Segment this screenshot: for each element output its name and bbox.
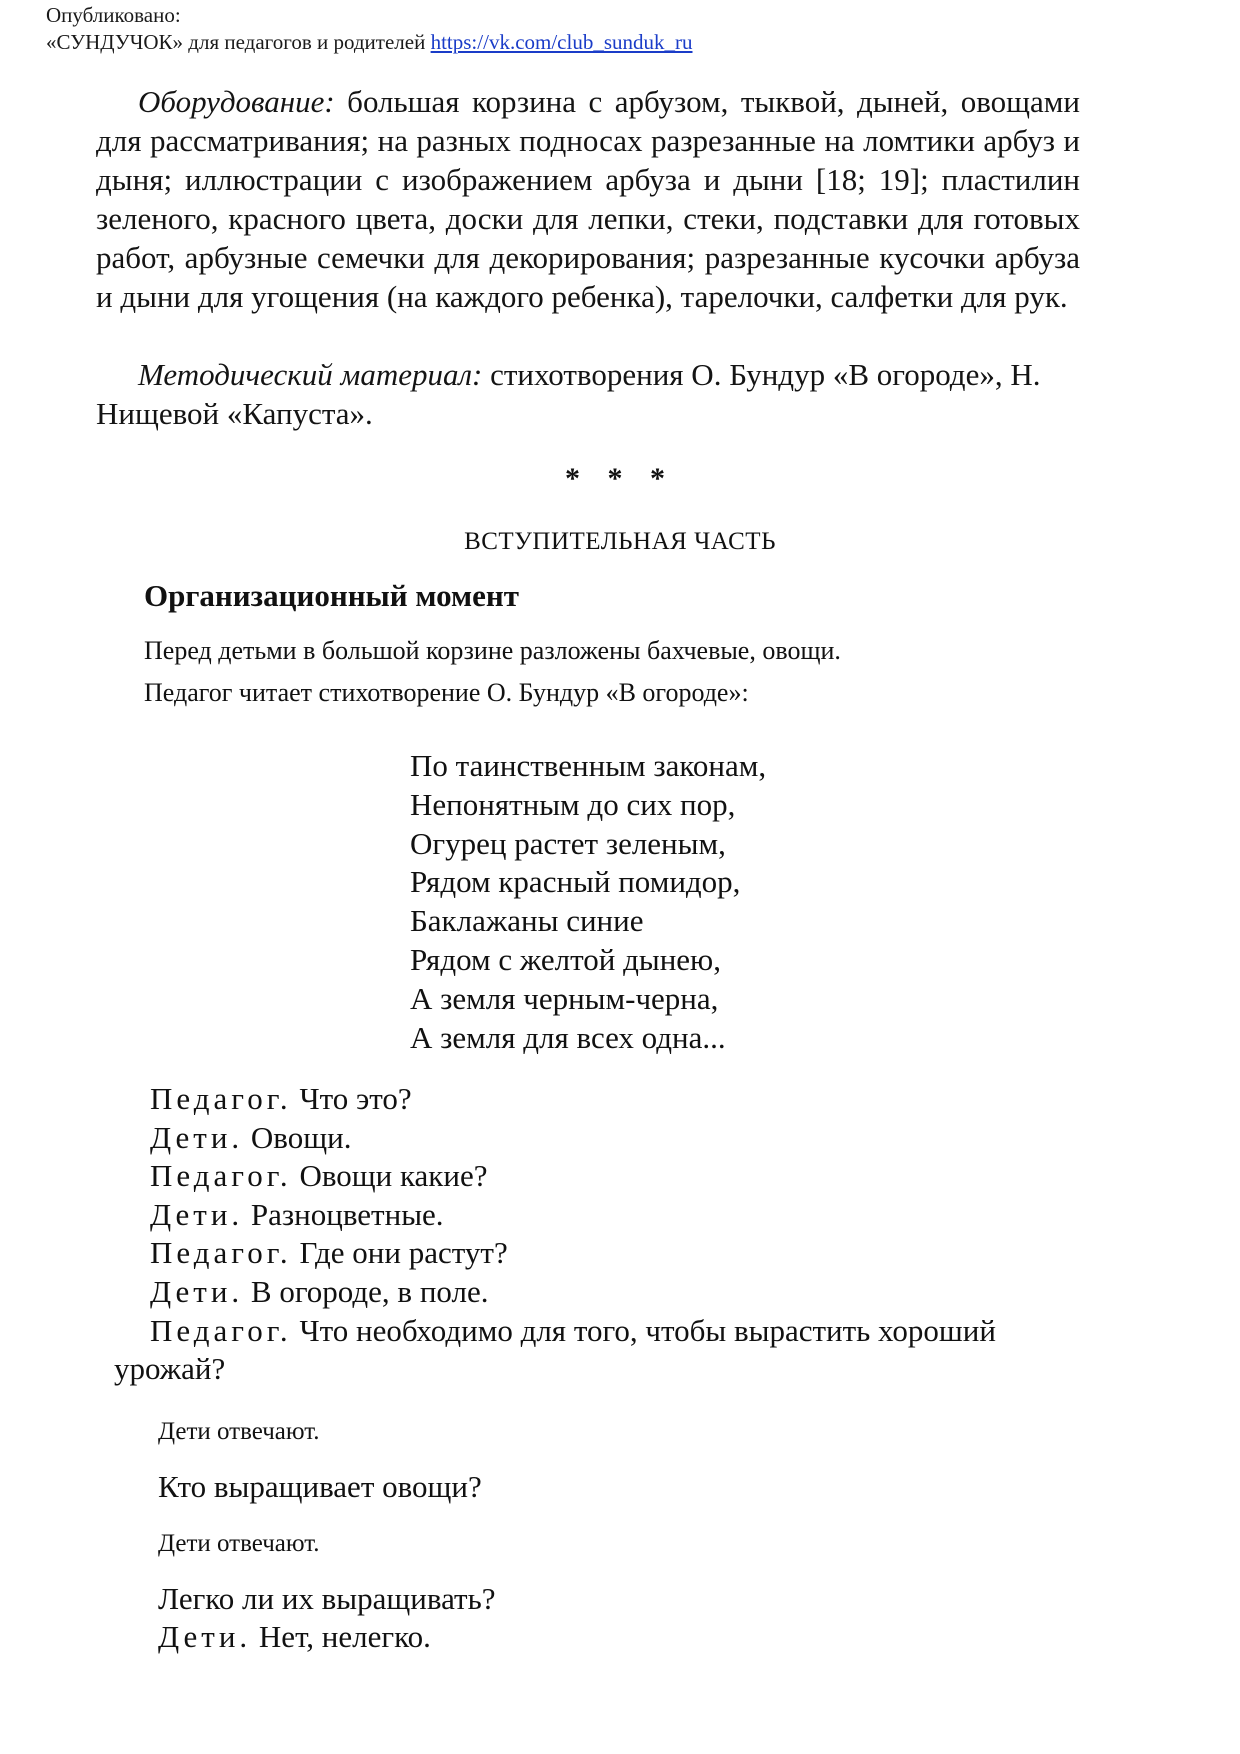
intro-line: Педагог читает стихотворение О. Бундур «В огороде»: [144,678,749,707]
equipment-paragraph [96,82,1080,316]
remark: Дети отвечают. [158,1418,320,1445]
dialogue-text: Где они растут? [291,1235,508,1271]
section-title: ВСТУПИТЕЛЬНАЯ ЧАСТЬ [464,528,776,555]
poem-line: Непонятным до сих пор, [410,786,736,822]
poem-line: По таинственным законам, [410,748,767,783]
question: Кто выращивает овощи? [158,1469,482,1504]
dialogue-line [150,1196,1110,1235]
method-paragraph [96,355,1080,433]
published-label: Опубликовано: [46,3,181,27]
source-link[interactable]: https://vk.com/club_sunduk_ru [430,30,693,54]
dialogue-continuation: урожай? [114,1351,226,1387]
dialogue-text: Что необходимо для того, чтобы вырастить хороший [291,1312,996,1348]
question: Легко ли их выращивать? [158,1581,496,1616]
speaker-children: Дети. [150,1196,244,1232]
dialogue [114,1080,1110,1389]
remark: Дети отвечают. [158,1530,320,1557]
intro-line: Перед детьми в большой корзине разложены бахчевые, овощи. [144,636,841,665]
dialogue-line [150,1157,1110,1196]
subsection-title: Организационный момент [144,578,519,613]
speaker-children: Дети. [158,1619,252,1654]
poem-line: Рядом красный помидор, [410,864,741,900]
dialogue-line [150,1312,1110,1351]
section-divider: * * * [565,462,675,495]
dialogue-line [150,1119,1110,1158]
dialogue-text: Что это? [291,1081,412,1116]
source-name: «СУНДУЧОК» для педагогов и родителей [46,30,426,54]
question-block [158,1580,496,1656]
speaker-children: Дети. [150,1273,244,1309]
speaker-teacher: Педагог. [150,1312,292,1348]
source-line [46,29,693,56]
equipment-label: Оборудование: [138,84,335,119]
dialogue-text: Овощи. [243,1119,352,1155]
poem-line: Огурец растет зеленым, [410,825,726,861]
poem-line: Рядом с желтой дынею, [410,941,721,977]
answer-text: Нет, нелегко. [251,1619,431,1654]
method-label: Методический материал: [138,357,483,392]
dialogue-line [150,1234,1110,1273]
dialogue-line [150,1080,1110,1119]
dialogue-text: Овощи какие? [291,1158,488,1194]
speaker-teacher: Педагог. [150,1081,292,1116]
speaker-children: Дети. [150,1119,244,1155]
publication-header [46,2,693,56]
poem-line: А земля для всех одна... [410,1019,726,1055]
answer-line [158,1618,496,1656]
dialogue-text: В огороде, в поле. [243,1273,489,1309]
speaker-teacher: Педагог. [150,1158,292,1194]
speaker-teacher: Педагог. [150,1235,292,1271]
poem [410,747,766,1057]
poem-line: А земля черным-черна, [410,980,719,1016]
dialogue-text: Разноцветные. [243,1196,444,1232]
dialogue-line [150,1273,1110,1312]
method-text: стихотворения О. Бундур «В огороде», Н. Нищевой «Капуста». [96,357,1041,431]
intro-block [144,630,841,714]
equipment-text: большая корзина с арбузом, тыквой, дыней, овощами для рассматривания; на разных подносах разрезанные на ломтики арбуз и дыня; иллюстрации с изображением арбуза и дыни [18; 19]; пластилин зеленого, красного цвета, доски для лепки, стеки, подставки для готовых работ, арбузные семечки для декорирования; разрезанные кусочки арбуза и дыни для угощения (на каждого ребенка), тарелочки, салфетки для рук. [96,84,1080,314]
poem-line: Баклажаны синие [410,903,644,939]
